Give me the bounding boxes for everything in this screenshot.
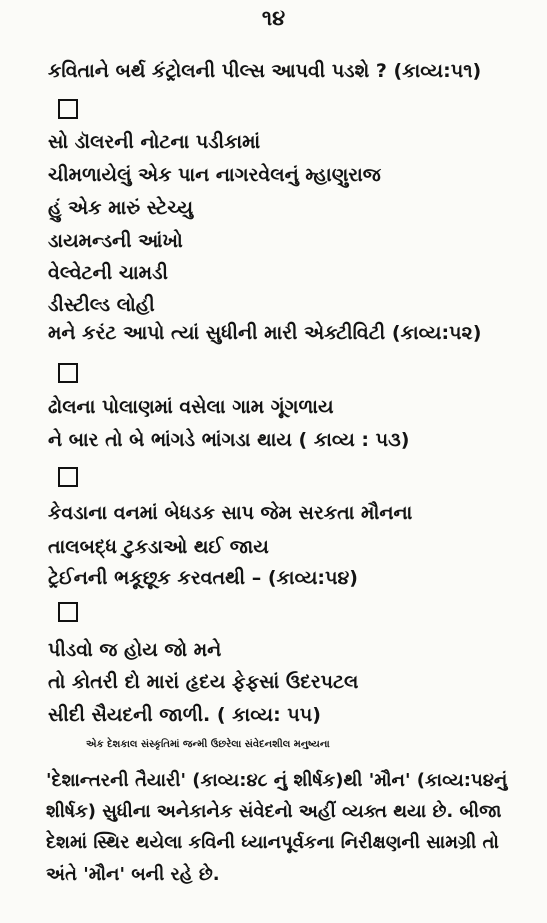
poem-line: ડીસ્ટીલ્ડ લોહી <box>48 294 155 316</box>
paragraph-line: દેશમાં સ્થિર થયેલા કવિની ધ્યાનપૂર્વકના નિરીક્ષણની સામગ્રી તો <box>46 832 499 853</box>
poem-line: તાલબદ્ધ ટુકડાઓ થઈ જાય <box>48 536 269 558</box>
poem-line: ઢોલના પોલાણમાં વસેલા ગામ ગૂંગળાય <box>48 396 334 418</box>
poem-line: ને બાર તો બે ભાંગડે ભાંગડા થાય ( કાવ્ય : ૫૩) <box>48 429 410 451</box>
section-marker-box <box>58 602 78 622</box>
section-marker-box <box>58 363 78 383</box>
poem-line: કેવડાના વનમાં બેધડક સાપ જેમ સરકતા મૌનના <box>48 502 413 524</box>
poem-line: ચીમળાયેલું એક પાન નાગરવેલનું મ્હાણુરાજ <box>48 164 381 186</box>
poem-line: ડાયમન્ડની આંખો <box>48 230 183 252</box>
paragraph-line: અંતે 'મૌન' બની રહે છે. <box>46 864 220 885</box>
poem-line: તો કોતરી દો મારાં હૃદય ફેફસાં ઉદરપટલ <box>48 671 359 693</box>
poem-line: પીડવો જ હોય જો મને <box>48 639 222 661</box>
poem-line: મને કરંટ આપો ત્યાં સુધીની મારી એક્ટીવિટી (કાવ્ય:૫૨) <box>48 322 482 344</box>
paragraph-line: એક દેશકાલ સંસ્કૃતિમાં જન્મી ઉછરેલા સંવેદનશીલ મનુષ્યના <box>86 739 330 750</box>
poem-line: ટ્રેઈનની ભકૂછૂક કરવતથી – (કાવ્ય:૫૪) <box>48 567 358 589</box>
section-marker-box <box>58 467 78 487</box>
poem-line: સો ડૉલરની નોટના પડીકામાં <box>48 131 261 153</box>
poem-line: હું એક મારું સ્ટેચ્યુ <box>48 197 194 219</box>
poem-line: કવિતાને બર્થ કંટ્રોલની પીલ્સ આપવી પડશે ? (કાવ્ય:૫૧) <box>48 60 482 82</box>
section-marker-box <box>58 99 78 119</box>
paragraph-line: 'દેશાન્તરની તૈયારી' (કાવ્ય:૪૮ નું શીર્ષક)થી 'મૌન' (કાવ્ય:૫૪નું <box>46 770 508 791</box>
page-number: ૧૪ <box>261 6 286 30</box>
poem-line: સીદી સૈયદની જાળી. ( કાવ્ય: ૫૫) <box>48 704 321 726</box>
poem-line: વેલ્વેટની ચામડી <box>48 262 168 284</box>
paragraph-line: શીર્ષક) સુધીના અનેકાનેક સંવેદનો અહીં વ્યક્ત થયા છે. બીજા <box>46 801 502 822</box>
